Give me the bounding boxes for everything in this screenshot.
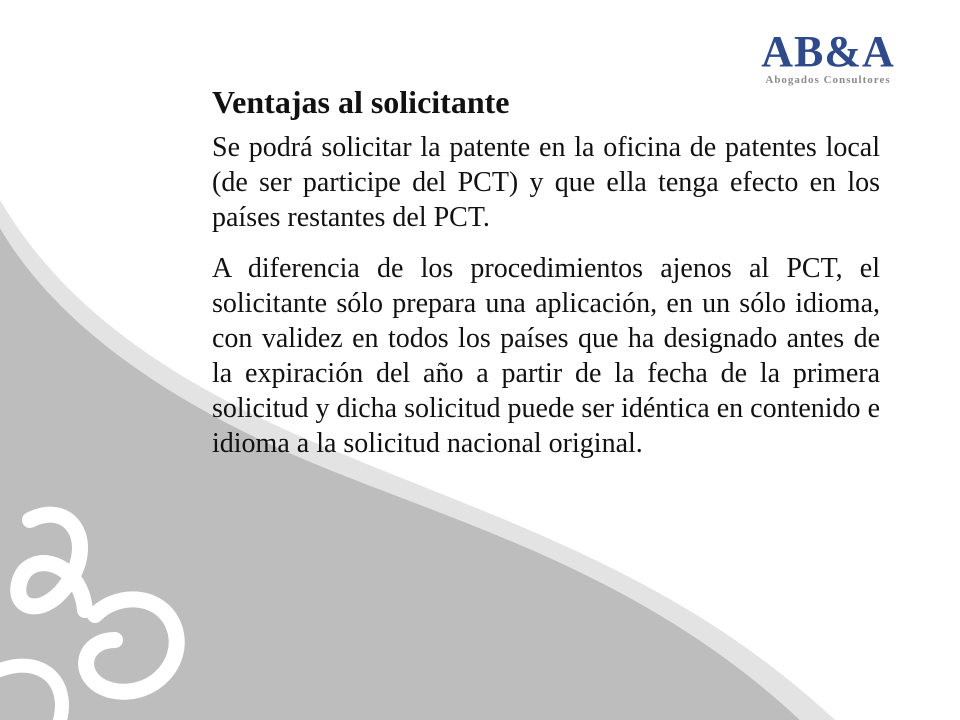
paragraph-1: Se podrá solicitar la patente en la oficina de patentes local (de ser participe del PCT) y que ella tenga efecto en los países restantes del PCT. bbox=[212, 132, 880, 233]
slide-content bbox=[212, 80, 880, 477]
slide-title: Ventajas al solicitante bbox=[212, 84, 510, 120]
logo-mark: AB&A bbox=[761, 27, 895, 76]
logo-subtitle: Abogados Consultores bbox=[765, 74, 891, 86]
paragraph-2: A diferencia de los procedimientos ajenos al PCT, el solicitante sólo prepara una aplicación, en un sólo idioma, con validez en todos los países que ha designado antes de la expiración del año a partir de la fecha de la primera solicitud y dicha solicitud puede ser idéntica en contenido e idioma a la solicitud nacional original. bbox=[212, 253, 880, 459]
